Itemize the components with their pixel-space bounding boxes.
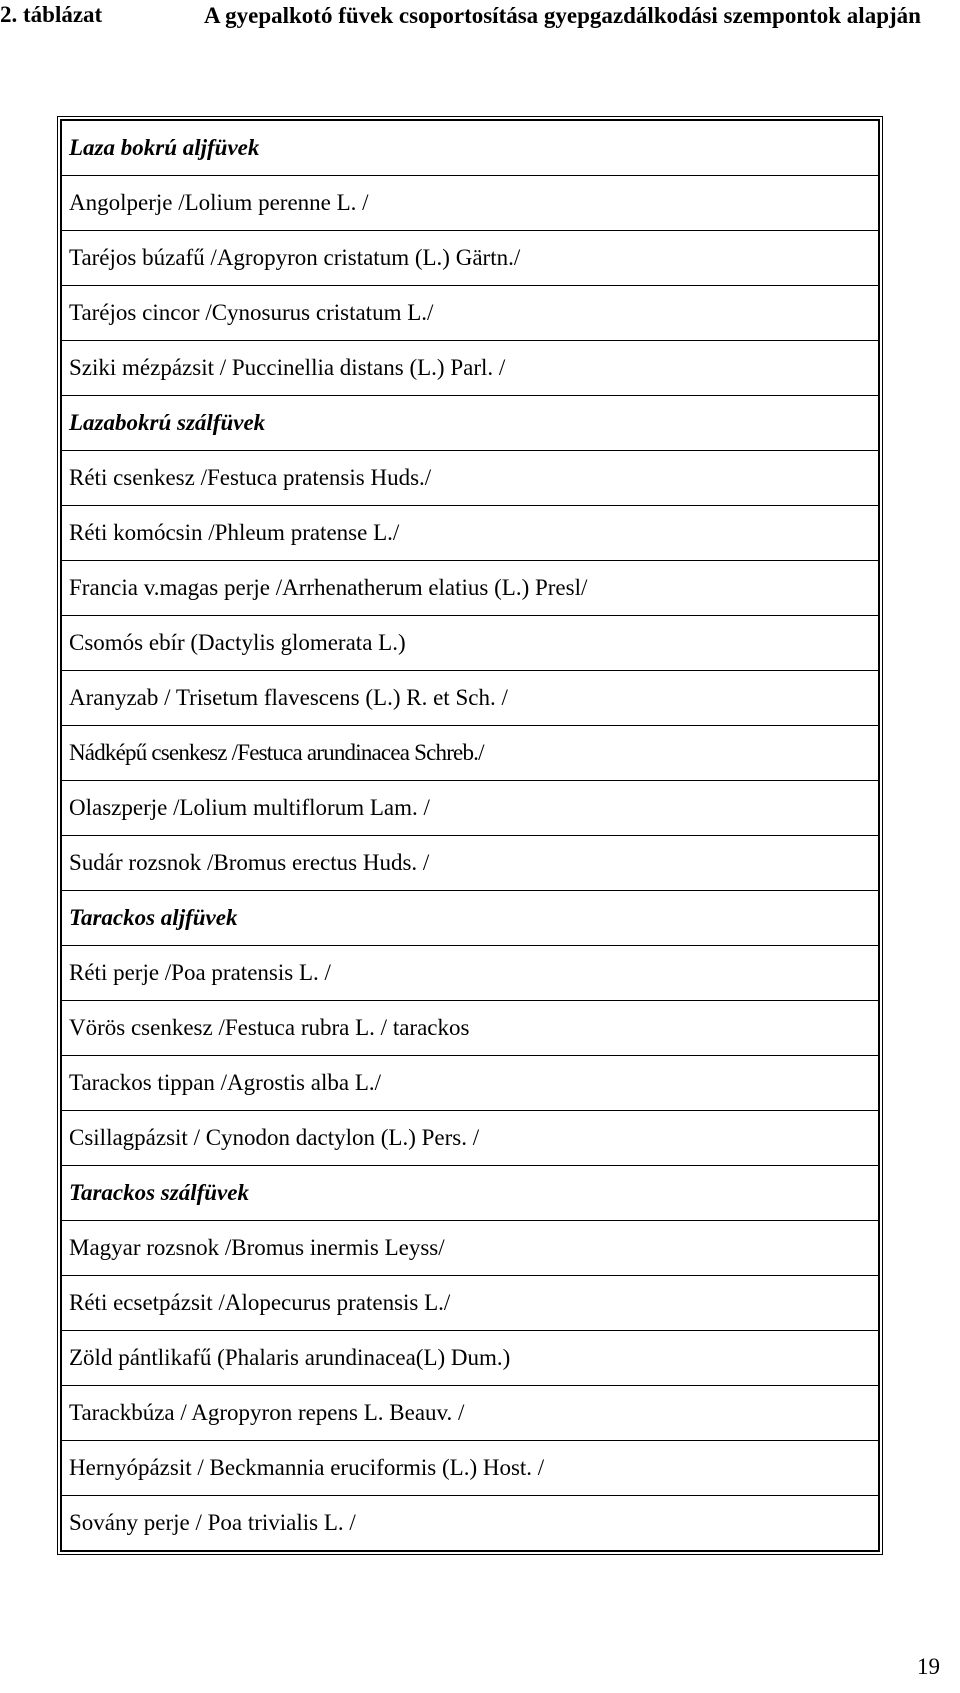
table-row <box>61 231 879 286</box>
table-row <box>61 1221 879 1276</box>
table-row <box>61 1496 879 1552</box>
species-entry: Olaszperje /Lolium multiflorum Lam. / <box>61 781 879 836</box>
grass-groups-table <box>60 119 880 1552</box>
species-entry: Aranyzab / Trisetum flavescens (L.) R. et Sch. / <box>61 671 879 726</box>
table-row <box>61 286 879 341</box>
species-entry: Nádképű csenkesz /Festuca arundinacea Schreb./ <box>61 726 879 781</box>
species-entry: Réti komócsin /Phleum pratense L./ <box>61 506 879 561</box>
table-row <box>61 891 879 946</box>
species-entry: Tarackos tippan /Agrostis alba L./ <box>61 1056 879 1111</box>
table-row <box>61 1386 879 1441</box>
species-entry: Tarackbúza / Agropyron repens L. Beauv. / <box>61 1386 879 1441</box>
species-entry: Réti csenkesz /Festuca pratensis Huds./ <box>61 451 879 506</box>
species-entry: Magyar rozsnok /Bromus inermis Leyss/ <box>61 1221 879 1276</box>
group-heading: Lazabokrú szálfüvek <box>61 396 879 451</box>
table-row <box>61 451 879 506</box>
species-entry: Sziki mézpázsit / Puccinellia distans (L.) Parl. / <box>61 341 879 396</box>
table-row <box>61 726 879 781</box>
table-caption <box>0 0 960 70</box>
species-entry: Angolperje /Lolium perenne L. / <box>61 176 879 231</box>
table-row <box>61 341 879 396</box>
species-entry: Taréjos cincor /Cynosurus cristatum L./ <box>61 286 879 341</box>
table-row <box>61 946 879 1001</box>
species-entry: Taréjos búzafű /Agropyron cristatum (L.) Gärtn./ <box>61 231 879 286</box>
table-row <box>61 1441 879 1496</box>
table-row <box>61 1276 879 1331</box>
species-entry: Réti perje /Poa pratensis L. / <box>61 946 879 1001</box>
table-row <box>61 396 879 451</box>
table-title: A gyepalkotó füvek csoportosítása gyepgazdálkodási szempontok alapján <box>204 3 921 28</box>
species-entry: Vörös csenkesz /Festuca rubra L. / tarackos <box>61 1001 879 1056</box>
species-entry: Réti ecsetpázsit /Alopecurus pratensis L./ <box>61 1276 879 1331</box>
species-entry: Csillagpázsit / Cynodon dactylon (L.) Pers. / <box>61 1111 879 1166</box>
species-entry: Csomós ebír (Dactylis glomerata L.) <box>61 616 879 671</box>
table-row <box>61 506 879 561</box>
table-row <box>61 1111 879 1166</box>
table-row <box>61 616 879 671</box>
page-number: 19 <box>917 1654 940 1679</box>
table-row <box>61 1001 879 1056</box>
species-entry: Francia v.magas perje /Arrhenatherum elatius (L.) Presl/ <box>61 561 879 616</box>
table-row <box>61 561 879 616</box>
table-row <box>61 1056 879 1111</box>
table-row <box>61 176 879 231</box>
species-entry: Hernyópázsit / Beckmannia eruciformis (L.) Host. / <box>61 1441 879 1496</box>
group-heading: Tarackos aljfüvek <box>61 891 879 946</box>
species-entry: Zöld pántlikafű (Phalaris arundinacea(L) Dum.) <box>61 1331 879 1386</box>
grass-groups-table-body <box>61 120 879 1551</box>
table-row <box>61 120 879 176</box>
table-row <box>61 1331 879 1386</box>
species-entry: Sudár rozsnok /Bromus erectus Huds. / <box>61 836 879 891</box>
table-row <box>61 1166 879 1221</box>
table-label: 2. táblázat <box>0 2 103 27</box>
group-heading: Tarackos szálfüvek <box>61 1166 879 1221</box>
species-entry: Sovány perje / Poa trivialis L. / <box>61 1496 879 1552</box>
table-row <box>61 671 879 726</box>
table-row <box>61 836 879 891</box>
group-heading: Laza bokrú aljfüvek <box>69 135 260 160</box>
table-row <box>61 781 879 836</box>
